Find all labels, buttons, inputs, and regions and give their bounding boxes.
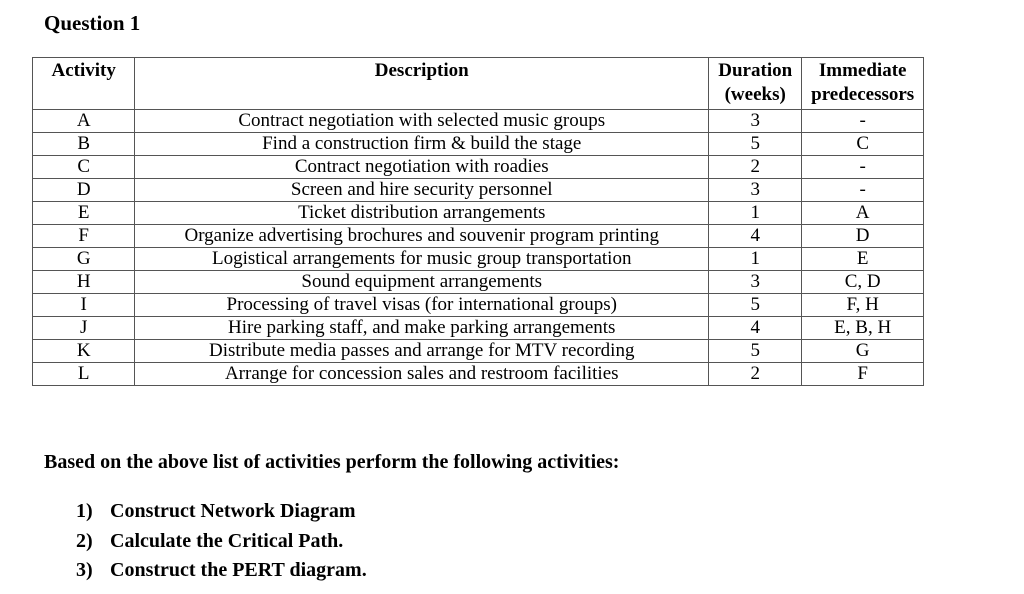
table-row [33,225,924,248]
cell-activity: B [33,133,135,156]
task-number: 3) [76,559,93,581]
cell-description: Distribute media passes and arrange for MTV recording [135,340,709,363]
table-row [33,294,924,317]
question-title: Question 1 [44,11,141,35]
header-activity-label: Activity [51,60,116,81]
table-row [33,202,924,225]
cell-duration: 1 [709,248,802,271]
table-row [33,340,924,363]
instructions-heading: Based on the above list of activities perform the following activities: [44,451,620,473]
cell-predecessors: F, H [802,294,924,317]
cell-activity: D [33,179,135,202]
header-duration [709,58,802,110]
cell-description: Organize advertising brochures and souvenir program printing [135,225,709,248]
cell-predecessors: C [802,133,924,156]
task-number: 1) [76,500,93,522]
cell-duration: 4 [709,317,802,340]
cell-duration: 5 [709,133,802,156]
cell-duration: 2 [709,156,802,179]
cell-predecessors: F [802,363,924,386]
cell-activity: F [33,225,135,248]
cell-predecessors: C, D [802,271,924,294]
table-row [33,133,924,156]
table-row [33,110,924,133]
cell-predecessors: G [802,340,924,363]
header-duration-line1: Duration [718,60,793,81]
cell-predecessors: E, B, H [802,317,924,340]
task-text: Calculate the Critical Path. [110,529,344,552]
cell-description: Ticket distribution arrangements [135,202,709,225]
table-row [33,271,924,294]
cell-predecessors: D [802,225,924,248]
task-text: Construct Network Diagram [110,500,356,522]
cell-predecessors: - [802,110,924,133]
header-duration-line2: (weeks) [724,84,786,105]
cell-activity: K [33,340,135,363]
cell-description: Contract negotiation with roadies [135,156,709,179]
table-row [33,248,924,271]
cell-activity: L [33,363,135,386]
cell-description: Processing of travel visas (for international groups) [135,294,709,317]
header-description-label: Description [374,60,469,81]
header-predecessors [802,58,924,110]
cell-predecessors: E [802,248,924,271]
task-list [76,497,367,586]
cell-activity: J [33,317,135,340]
task-item [76,497,367,527]
header-description [135,58,709,110]
table-row [33,179,924,202]
cell-description: Sound equipment arrangements [135,271,709,294]
cell-duration: 1 [709,202,802,225]
cell-description: Screen and hire security personnel [135,179,709,202]
cell-description: Hire parking staff, and make parking arrangements [135,317,709,340]
cell-duration: 5 [709,294,802,317]
cell-description: Logistical arrangements for music group transportation [135,248,709,271]
cell-predecessors: A [802,202,924,225]
cell-duration: 3 [709,179,802,202]
cell-duration: 4 [709,225,802,248]
cell-predecessors: - [802,156,924,179]
cell-duration: 3 [709,271,802,294]
cell-description: Contract negotiation with selected music groups [135,110,709,133]
header-predecessors-line1: Immediate [818,60,907,81]
task-text: Construct the PERT diagram. [110,559,367,581]
header-activity [33,58,135,110]
cell-activity: C [33,156,135,179]
cell-duration: 3 [709,110,802,133]
cell-predecessors: - [802,179,924,202]
cell-activity: G [33,248,135,271]
cell-activity: H [33,271,135,294]
task-number: 2) [76,529,93,552]
table-row [33,156,924,179]
cell-activity: E [33,202,135,225]
cell-activity: I [33,294,135,317]
task-item [76,556,367,586]
table-row [33,317,924,340]
cell-description: Find a construction firm & build the stage [135,133,709,156]
cell-duration: 5 [709,340,802,363]
task-item [76,527,367,557]
table-header-row [33,58,924,110]
cell-description: Arrange for concession sales and restroom facilities [135,363,709,386]
cell-activity: A [33,110,135,133]
activities-table [32,57,924,386]
table-row [33,363,924,386]
header-predecessors-line2: predecessors [811,84,915,105]
cell-duration: 2 [709,363,802,386]
